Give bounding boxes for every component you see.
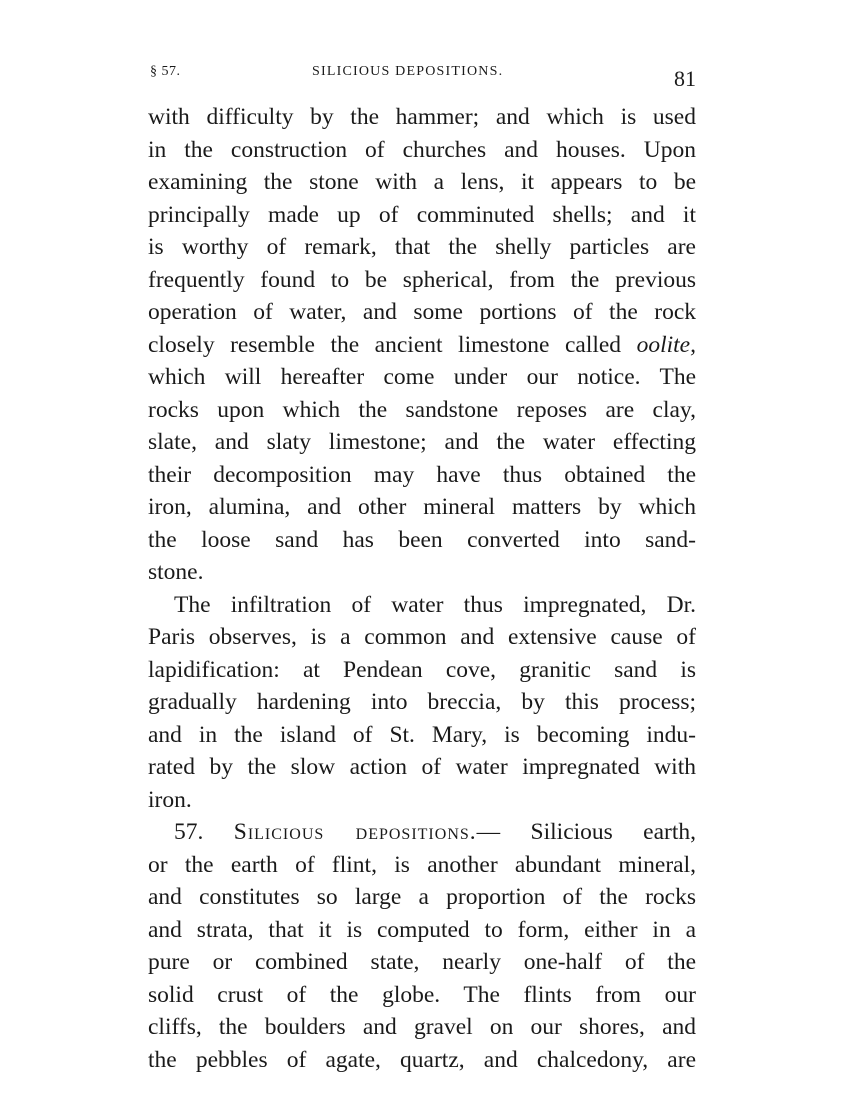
text-line: which will hereafter come under our notice. The bbox=[148, 364, 696, 390]
text-line: Paris observes, is a common and extensive cause of bbox=[148, 624, 696, 650]
text-line: lapidification: at Pendean cove, granitic sand is bbox=[148, 656, 696, 683]
section-heading: Silicious depositions. bbox=[233, 819, 477, 845]
text-line: stone. bbox=[148, 559, 204, 585]
paragraph-3 bbox=[148, 816, 696, 1076]
text-line: and constitutes so large a proportion of the rocks bbox=[148, 884, 696, 910]
text-line: operation of water, and some portions of the rock bbox=[148, 299, 696, 325]
text-line: is worthy of remark, that the shelly particles are bbox=[148, 234, 696, 260]
text-line: their decomposition may have thus obtained the bbox=[148, 461, 696, 488]
text-line: the pebbles of agate, quartz, and chalcedony, are bbox=[148, 1046, 696, 1073]
text-line bbox=[148, 816, 696, 849]
text-line: rocks upon which the sandstone reposes are clay, bbox=[148, 396, 696, 423]
page-body bbox=[148, 101, 696, 1076]
text-line: principally made up of comminuted shells; and it bbox=[148, 201, 696, 228]
text-line: slate, and slaty limestone; and the water effecting bbox=[148, 429, 696, 455]
text-line: and in the island of St. Mary, is becoming indu- bbox=[148, 721, 696, 748]
text-line: the loose sand has been converted into sand- bbox=[148, 526, 696, 553]
text-line: The infiltration of water thus impregnated, Dr. bbox=[174, 591, 696, 618]
text-line bbox=[148, 329, 696, 362]
text-line: cliffs, the boulders and gravel on our shores, and bbox=[148, 1014, 696, 1040]
text-line: rated by the slow action of water impregnated with bbox=[148, 754, 696, 780]
section-number: 57. bbox=[174, 819, 234, 845]
text-line: examining the stone with a lens, it appears to be bbox=[148, 169, 696, 195]
paragraph-1 bbox=[148, 101, 696, 589]
running-title: SILICIOUS DEPOSITIONS. bbox=[312, 64, 504, 79]
text-line: solid crust of the globe. The flints from our bbox=[148, 981, 696, 1008]
text-line: frequently found to be spherical, from the previous bbox=[148, 266, 696, 293]
text-line: gradually hardening into breccia, by this process; bbox=[148, 689, 696, 715]
text-line: or the earth of flint, is another abundant mineral, bbox=[148, 851, 696, 878]
text-line: with difficulty by the hammer; and which is used bbox=[148, 104, 696, 130]
italic-term: oolite, bbox=[636, 331, 696, 358]
page-number: 81 bbox=[674, 66, 696, 91]
section-marker: § 57. bbox=[150, 64, 181, 79]
text-line: in the construction of churches and houses. Upon bbox=[148, 136, 696, 163]
text-line: iron. bbox=[148, 786, 192, 813]
text-line: pure or combined state, nearly one-half of the bbox=[148, 949, 696, 975]
running-header bbox=[150, 58, 696, 94]
text-line: iron, alumina, and other mineral matters by which bbox=[148, 494, 696, 520]
line-text: — Silicious earth, bbox=[476, 819, 697, 845]
paragraph-2 bbox=[148, 589, 696, 817]
text-line: and strata, that it is computed to form, either in a bbox=[148, 916, 696, 943]
line-text: closely resemble the ancient limestone called bbox=[148, 331, 637, 358]
